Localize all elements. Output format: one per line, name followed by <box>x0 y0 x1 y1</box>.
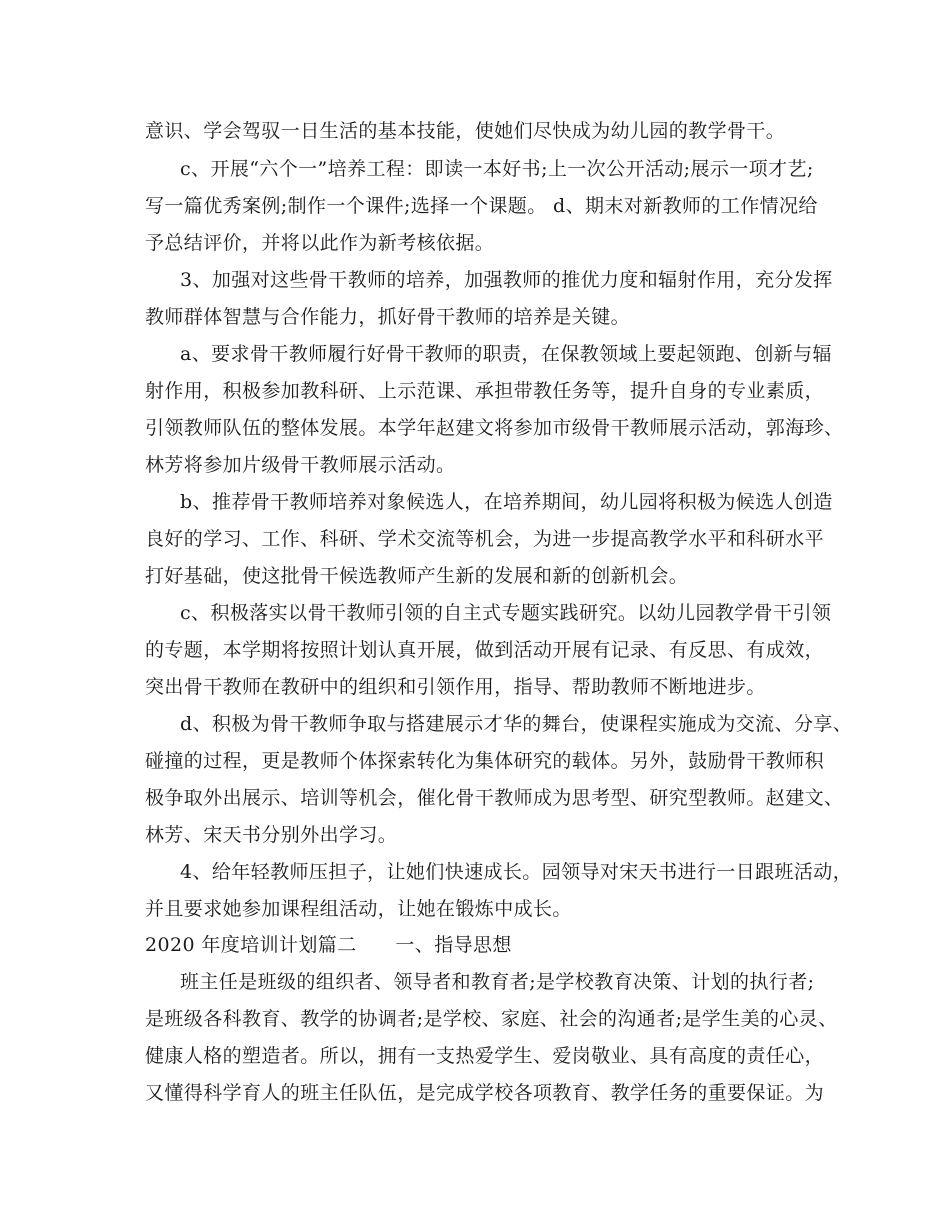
text-line: 极争取外出展示、培训等机会，催化骨干教师成为思考型、研究型教师。赵建文、 <box>145 787 844 809</box>
text-line: 4、给年轻教师压担子，让她们快速成长。园领导对宋天书进行一日跟班活动， <box>180 861 853 883</box>
text-line: 予总结评价，并将以此作为新考核依据。 <box>145 232 495 254</box>
text-line: 并且要求她参加课程组活动，让她在锻炼中成长。 <box>145 898 572 920</box>
text-line: 是班级各科教育、教学的协调者;是学校、家庭、社会的沟通者;是学生美的心灵、 <box>145 1008 838 1030</box>
text-line: 打好基础，使这批骨干候选教师产生新的发展和新的创新机会。 <box>145 565 689 587</box>
text-line: 碰撞的过程，更是教师个体探索转化为集体研究的载体。另外，鼓励骨干教师积 <box>145 750 825 772</box>
text-line: 良好的学习、工作、科研、学术交流等机会，为进一步提高教学水平和科研水平 <box>145 528 825 550</box>
text-line: 射作用，积极参加教科研、上示范课、承担带教任务等，提升自身的专业素质， <box>145 380 825 402</box>
section-heading: 2020 年度培训计划篇二 一、指导思想 <box>145 934 512 956</box>
text-line: 健康人格的塑造者。所以，拥有一支热爱学生、爱岗敬业、具有高度的责任心， <box>145 1045 825 1067</box>
text-line: 意识、学会驾驭一日生活的基本技能，使她们尽快成为幼儿园的教学骨干。 <box>145 120 786 142</box>
text-line: c、积极落实以骨干教师引领的自主式专题实践研究。以幼儿园教学骨干引领 <box>180 602 832 624</box>
text-line: 班主任是班级的组织者、领导者和教育者;是学校教育决策、计划的执行者; <box>180 971 815 993</box>
text-line: b、推荐骨干教师培养对象候选人，在培养期间，幼儿园将积极为候选人创造 <box>180 491 833 513</box>
text-line: 写一篇优秀案例;制作一个课件;选择一个课题。 d、期末对新教师的工作情况给 <box>145 195 818 217</box>
text-line: d、积极为骨干教师争取与搭建展示才华的舞台，使课程实施成为交流、分享、 <box>180 713 853 735</box>
text-line: c、开展“六个一”培养工程：即读一本好书;上一次公开活动;展示一项才艺; <box>180 158 814 180</box>
text-line: 引领教师队伍的整体发展。本学年赵建文将参加市级骨干教师展示活动，郭海珍、 <box>145 417 844 439</box>
text-line: 教师群体智慧与合作能力，抓好骨干教师的培养是关键。 <box>145 306 631 328</box>
text-line: 突出骨干教师在教研中的组织和引领作用，指导、帮助教师不断地进步。 <box>145 676 766 698</box>
text-line: 林芳将参加片级骨干教师展示活动。 <box>145 454 456 476</box>
text-line: 3、加强对这些骨干教师的培养，加强教师的推优力度和辐射作用，充分发挥 <box>180 269 833 291</box>
text-line: a、要求骨干教师履行好骨干教师的职责，在保教领域上要起领跑、创新与辐 <box>180 343 832 365</box>
text-line: 的专题，本学期将按照计划认真开展，做到活动开展有记录、有反思、有成效， <box>145 639 825 661</box>
text-line: 又懂得科学育人的班主任队伍，是完成学校各项教育、教学任务的重要保证。为 <box>145 1082 825 1104</box>
text-line: 林芳、宋天书分别外出学习。 <box>145 824 398 846</box>
